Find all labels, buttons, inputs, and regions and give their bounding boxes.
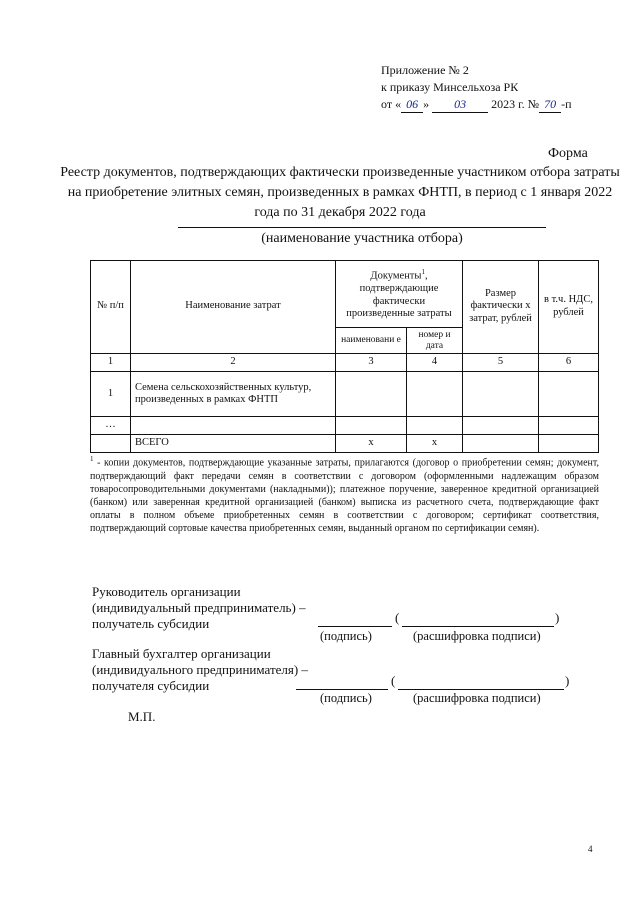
header-docs-title: Документы	[370, 270, 422, 282]
index-cell: 2	[230, 356, 236, 368]
head-decode-line[interactable]	[402, 625, 554, 627]
header-doc-number: номер и дата	[418, 329, 451, 351]
header-name: Наименование затрат	[185, 300, 281, 312]
accountant-signature-block	[92, 646, 308, 694]
accountant-line-2: (индивидуального предпринимателя) –	[92, 662, 308, 677]
page-number: 4	[588, 844, 593, 854]
accountant-decode-caption: (расшифровка подписи)	[413, 691, 541, 705]
form-label: Форма	[548, 146, 588, 161]
accountant-signature-line[interactable]	[296, 688, 388, 690]
appendix-line-2: к приказу Минсельхоза РК	[381, 80, 519, 94]
total-vat[interactable]	[539, 435, 598, 452]
paren-close: )	[555, 610, 560, 625]
index-cell: 4	[431, 356, 438, 368]
row-vat[interactable]	[539, 417, 598, 434]
head-sign-caption: (подпись)	[320, 629, 372, 643]
row-num: …	[105, 419, 116, 431]
header-vat: в т.ч. НДС, рублей	[544, 294, 593, 318]
date-day: 06	[401, 98, 423, 113]
row-vat[interactable]	[539, 372, 598, 416]
paren-open: (	[395, 610, 400, 625]
row-num: 1	[107, 387, 114, 399]
row-doc-number[interactable]	[407, 417, 462, 434]
accountant-sign-caption: (подпись)	[320, 691, 372, 705]
row-amount[interactable]	[463, 417, 538, 434]
index-cell: 5	[497, 356, 504, 368]
accountant-line-3: получателя субсидии	[92, 678, 210, 693]
header-doc-name: наименовани е	[341, 335, 401, 345]
head-line-3: получатель субсидии	[92, 616, 210, 631]
index-cell: 1	[107, 356, 114, 368]
header-num: № п/п	[97, 300, 124, 312]
head-signature-line[interactable]	[318, 625, 392, 627]
head-line-2: (индивидуальный предприниматель) –	[92, 600, 306, 615]
participant-caption: (наименование участника отбора)	[261, 231, 463, 246]
head-signature-block	[92, 584, 306, 632]
total-doc-name: х	[368, 437, 374, 449]
date-day-suffix: »	[423, 97, 430, 111]
row-name[interactable]	[131, 417, 335, 434]
document-title: Реестр документов, подтверждающих фактически произведенные участником отбора затраты на приобретение элитных семян, произведенных в рамках ФНТП, в период с 1 января 2022 года по 31 декабря 2022 года	[60, 165, 620, 220]
paren-open: (	[391, 673, 396, 688]
registry-table	[90, 260, 599, 453]
total-label: ВСЕГО	[135, 437, 169, 449]
order-number-suffix: -п	[561, 97, 572, 111]
header-docs-rest: , подтверждающие фактически произведенные затраты	[346, 270, 452, 319]
header-amount: Размер фактически х затрат, рублей	[469, 287, 532, 324]
total-doc-number: х	[431, 437, 438, 449]
index-cell: 6	[565, 356, 572, 368]
paren-close: )	[565, 673, 570, 688]
row-name: Семена сельскохозяйственных культур, произведенных в рамках ФНТП	[135, 381, 312, 405]
stamp-place: М.П.	[128, 709, 156, 724]
footnote-text: - копии документов, подтверждающие указанные затраты, прилагаются (договор о приобретении семян; документ, подтверждающий факт передачи семян в соответствии с договором (оформленными надлежащим образом товаросопроводительными документами (накладными)); платежное поручение, заверенное кредитной организацией (банком) или заверенная кредитной организацией (банком) выписка из расчетного счета, подтверждающие факт оплаты в полном объеме приобретенных семян в соответствии с договором; сертификат соответствия, подтверждающий сортовые качества приобретенных семян, выданный органом по сертификации семян).	[90, 457, 599, 535]
row-doc-name[interactable]	[336, 372, 406, 416]
order-number: 70	[539, 98, 561, 113]
appendix-line-1: Приложение № 2	[381, 63, 469, 77]
total-amount[interactable]	[463, 435, 538, 452]
header-docs	[336, 260, 462, 327]
footnote	[90, 453, 599, 536]
date-month: 03	[432, 98, 488, 113]
footnote-marker: 1	[90, 455, 94, 463]
row-doc-name[interactable]	[336, 417, 406, 434]
appendix-block	[381, 62, 572, 113]
participant-name-line[interactable]	[178, 226, 546, 228]
accountant-line-1: Главный бухгалтер организации	[92, 646, 271, 661]
head-decode-caption: (расшифровка подписи)	[413, 629, 541, 643]
date-year: 2023 г. №	[491, 97, 540, 111]
accountant-decode-line[interactable]	[398, 688, 564, 690]
date-prefix: от «	[381, 97, 402, 111]
row-doc-number[interactable]	[407, 372, 462, 416]
row-amount[interactable]	[463, 372, 538, 416]
footnote-ref: 1	[421, 268, 425, 276]
index-cell: 3	[368, 356, 374, 368]
appendix-date-line	[381, 96, 572, 113]
head-line-1: Руководитель организации	[92, 584, 241, 599]
